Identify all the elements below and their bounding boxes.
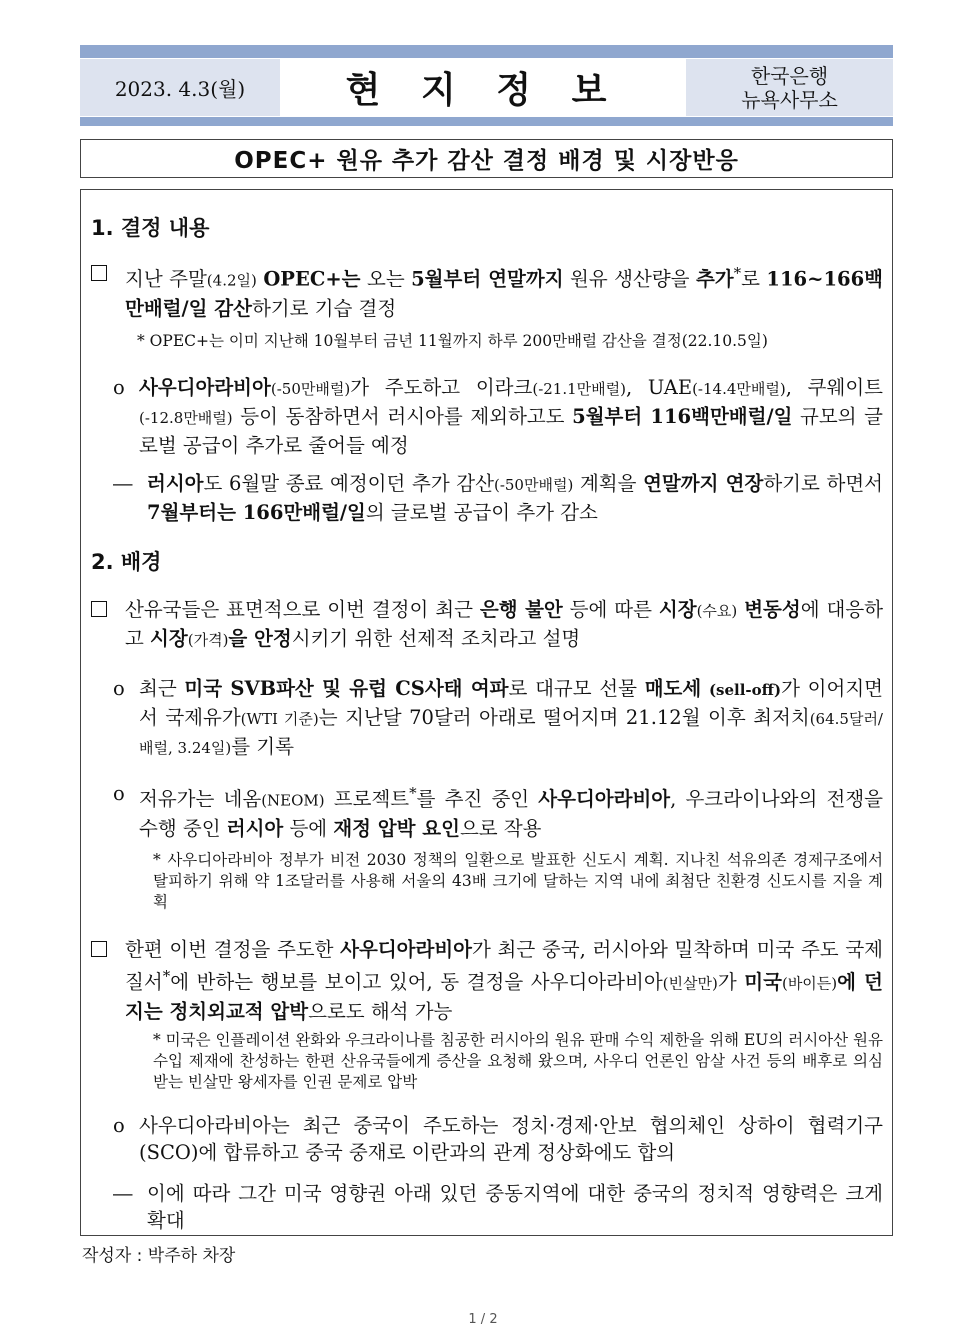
s2-footnote-1: * 사우디아라비아 정부가 비전 2030 정책의 일환으로 발표한 신도시 계획. 지나친 석유의존 경제구조에서 탈피하기 위해 약 1조달러를 사용해 서울의 43배 크기에 달하는 지역 내에 최첨단 친환경 신도시를 지을 계획 (153, 851, 883, 911)
bullet-o: o (113, 376, 125, 399)
section1-heading: 1. 결정 내용 (91, 216, 210, 240)
bullet-o: o (113, 677, 125, 700)
square-bullet-icon (91, 596, 107, 623)
author-line: 작성자 : 박주하 차장 (82, 1246, 236, 1266)
issuer-org-line2: 뉴욕사무소 (741, 87, 838, 112)
document-header (80, 59, 893, 116)
dash-marker: ― (113, 1182, 133, 1205)
bullet-o: o (113, 1114, 125, 1137)
dash-marker: ― (113, 472, 133, 495)
page-number: 1 / 2 (468, 1312, 498, 1327)
header-bottom-bar (80, 117, 893, 126)
s2-paragraph-5: o 사우디아라비아는 최근 중국이 주도하는 정치·경제·안보 협의체인 상하이 협력기구(SCO)에 합류하고 중국 중재로 이란과의 관계 정상화에도 합의 (113, 1114, 883, 1164)
s1-paragraph-3: ― 러시아도 6월말 종료 예정이던 추가 감산(-50만배럴) 계획을 연말까지 연장하기로 하면서 7월부터는 166만배럴/일의 글로벌 공급이 추가 감소 (113, 472, 883, 524)
subject-title: OPEC+ 원유 추가 감산 결정 배경 및 시장반응 (80, 139, 893, 178)
section2-heading: 2. 배경 (91, 550, 162, 574)
bullet-o: o (113, 782, 125, 805)
square-bullet-icon (91, 260, 107, 287)
report-body (80, 189, 893, 1236)
s2-paragraph-3: o 저유가는 네옴(NEOM) 프로젝트*를 추진 중인 사우디아라비아, 우크라이나와의 전쟁을 수행 중인 러시아 등에 재정 압박 요인으로 작용 (113, 782, 883, 840)
s2-paragraph-2: o 최근 미국 SVB파산 및 유럽 CS사태 여파로 대규모 선물 매도세 (sell-off)가 이어지면서 국제유가(WTI 기준)는 지난달 70달러 아래로 떨어지며 21.12월 이후 최저치(64.5달러/배럴, 3.24일)를 기록 (113, 677, 883, 758)
issuer-org-line1: 한국은행 (750, 63, 829, 88)
issuer-org (686, 59, 893, 116)
s1-paragraph-2: o 사우디아라비아(-50만배럴)가 주도하고 이라크(-21.1만배럴), UAE(-14.4만배럴), 쿠웨이트(-12.8만배럴) 등이 동참하면서 러시아를 제외하고도 5월부터 116백만배럴/일 규모의 글로벌 공급이 추가로 줄어들 예정 (113, 376, 883, 457)
s1-paragraph-1: 지난 주말(4.2일) OPEC+는 오는 5월부터 연말까지 원유 생산량을 추가*로 116~166백만배럴/일 감산하기로 기습 결정 (125, 260, 883, 322)
s2-paragraph-4: 한편 이번 결정을 주도한 사우디아라비아가 최근 중국, 러시아와 밀착하며 미국 주도 국제질서*에 반하는 행보를 보이고 있어, 동 결정을 사우디아라비아(빈살만)가 미국(바이든)에 던지는 정치외교적 압박으로도 해석 가능 (125, 936, 883, 1025)
s2-paragraph-6: ― 이에 따라 그간 미국 영향권 아래 있던 중동지역에 대한 중국의 정치적 영향력은 크게 확대 (113, 1182, 883, 1232)
s2-footnote-2: * 미국은 인플레이션 완화와 우크라이나를 침공한 러시아의 원유 판매 수익 제한을 위해 EU의 러시아산 원유 수입 제재에 찬성하는 한편 산유국들에게 증산을 요청해 왔으며, 사우디 언론인 암살 사건 등의 배후로 의심받는 빈살만 왕세자를 인권 문제로 압박 (153, 1031, 883, 1091)
s1-footnote-1: * OPEC+는 이미 지난해 10월부터 금년 11월까지 하루 200만배럴 감산을 결정(22.10.5일) (137, 332, 768, 350)
report-date: 2023. 4.3(월) (80, 59, 280, 116)
report-title: 현 지 정 보 (345, 70, 621, 111)
square-bullet-icon (91, 936, 107, 963)
header-top-bar (80, 45, 893, 58)
s2-paragraph-1: 산유국들은 표면적으로 이번 결정이 최근 은행 불안 등에 따른 시장(수요) 변동성에 대응하고 시장(가격)을 안정시키기 위한 선제적 조치라고 설명 (125, 596, 883, 654)
